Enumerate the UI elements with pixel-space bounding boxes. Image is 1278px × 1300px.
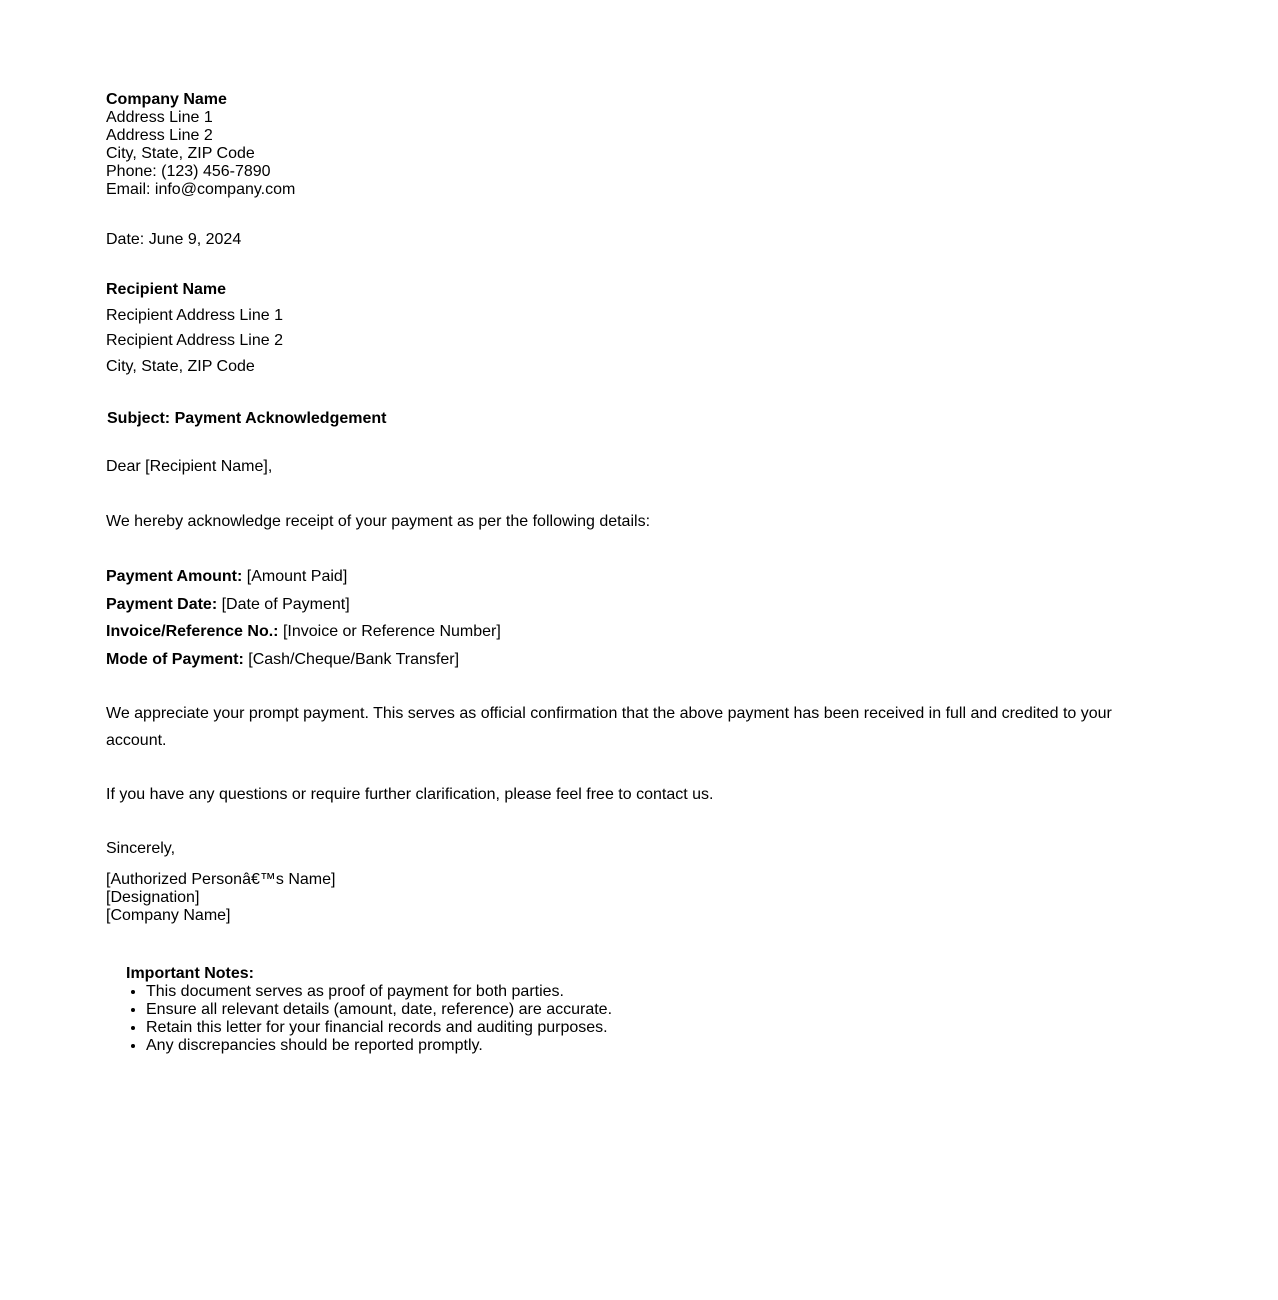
sender-phone: Phone: (123) 456-7890 [106, 163, 271, 180]
signature-person: [Authorized Personâ€™s Name] [106, 871, 336, 888]
sender-address-line-2: Address Line 2 [106, 127, 213, 144]
recipient-name: Recipient Name [106, 281, 227, 298]
important-notes [106, 965, 1136, 1055]
payment-details [106, 563, 1136, 673]
detail-label: Mode of Payment: [106, 650, 244, 668]
signature-block [106, 871, 1136, 925]
detail-row-reference [106, 618, 1136, 646]
notes-list [126, 983, 1136, 1055]
sender-block [106, 91, 1136, 199]
list-item: • This document serves as proof of payment for both parties. [146, 983, 1136, 1001]
recipient-address-line-1: Recipient Address Line 1 [106, 306, 283, 324]
questions-paragraph: If you have any questions or require further clarification, please feel free to contact us. [106, 786, 714, 803]
signature-company: [Company Name] [106, 907, 231, 924]
letter [106, 91, 1136, 1055]
list-item: • Retain this letter for your financial records and auditing purposes. [146, 1019, 1136, 1037]
closing: Sincerely, [106, 840, 176, 857]
intro-paragraph: We hereby acknowledge receipt of your payment as per the following details: [106, 513, 651, 530]
signature-designation: [Designation] [106, 889, 200, 906]
detail-value: [Invoice or Reference Number] [278, 623, 501, 640]
sender-address-line-1: Address Line 1 [106, 109, 213, 126]
notes-title: Important Notes: [126, 965, 254, 982]
detail-value: [Cash/Cheque/Bank Transfer] [243, 650, 460, 668]
detail-row-mode [106, 646, 1136, 674]
subject-line: Subject: Payment Acknowledgement [107, 410, 387, 427]
detail-label: Invoice/Reference No.: [106, 623, 279, 640]
recipient-city-state-zip: City, State, ZIP Code [106, 357, 255, 375]
sender-company-name: Company Name [106, 91, 227, 108]
recipient-block [106, 277, 1136, 379]
recipient-address-line-2: Recipient Address Line 2 [106, 332, 283, 349]
detail-row-amount [106, 563, 1136, 591]
detail-label: Payment Date: [106, 595, 218, 613]
detail-value: [Amount Paid] [242, 568, 348, 585]
list-item: • Ensure all relevant details (amount, date, reference) are accurate. [146, 1001, 1136, 1019]
salutation: Dear [Recipient Name], [106, 458, 273, 475]
detail-row-date [106, 591, 1136, 619]
sender-email: Email: info@company.com [106, 181, 296, 198]
sender-city-state-zip: City, State, ZIP Code [106, 145, 255, 162]
detail-label: Payment Amount: [106, 568, 243, 585]
appreciation-paragraph: We appreciate your prompt payment. This serves as official confirmation that the above payment has been received in full and credited to your account. [106, 705, 1112, 749]
letter-date: Date: June 9, 2024 [106, 231, 242, 248]
list-item: • Any discrepancies should be reported promptly. [146, 1037, 1136, 1055]
detail-value: [Date of Payment] [217, 595, 350, 613]
